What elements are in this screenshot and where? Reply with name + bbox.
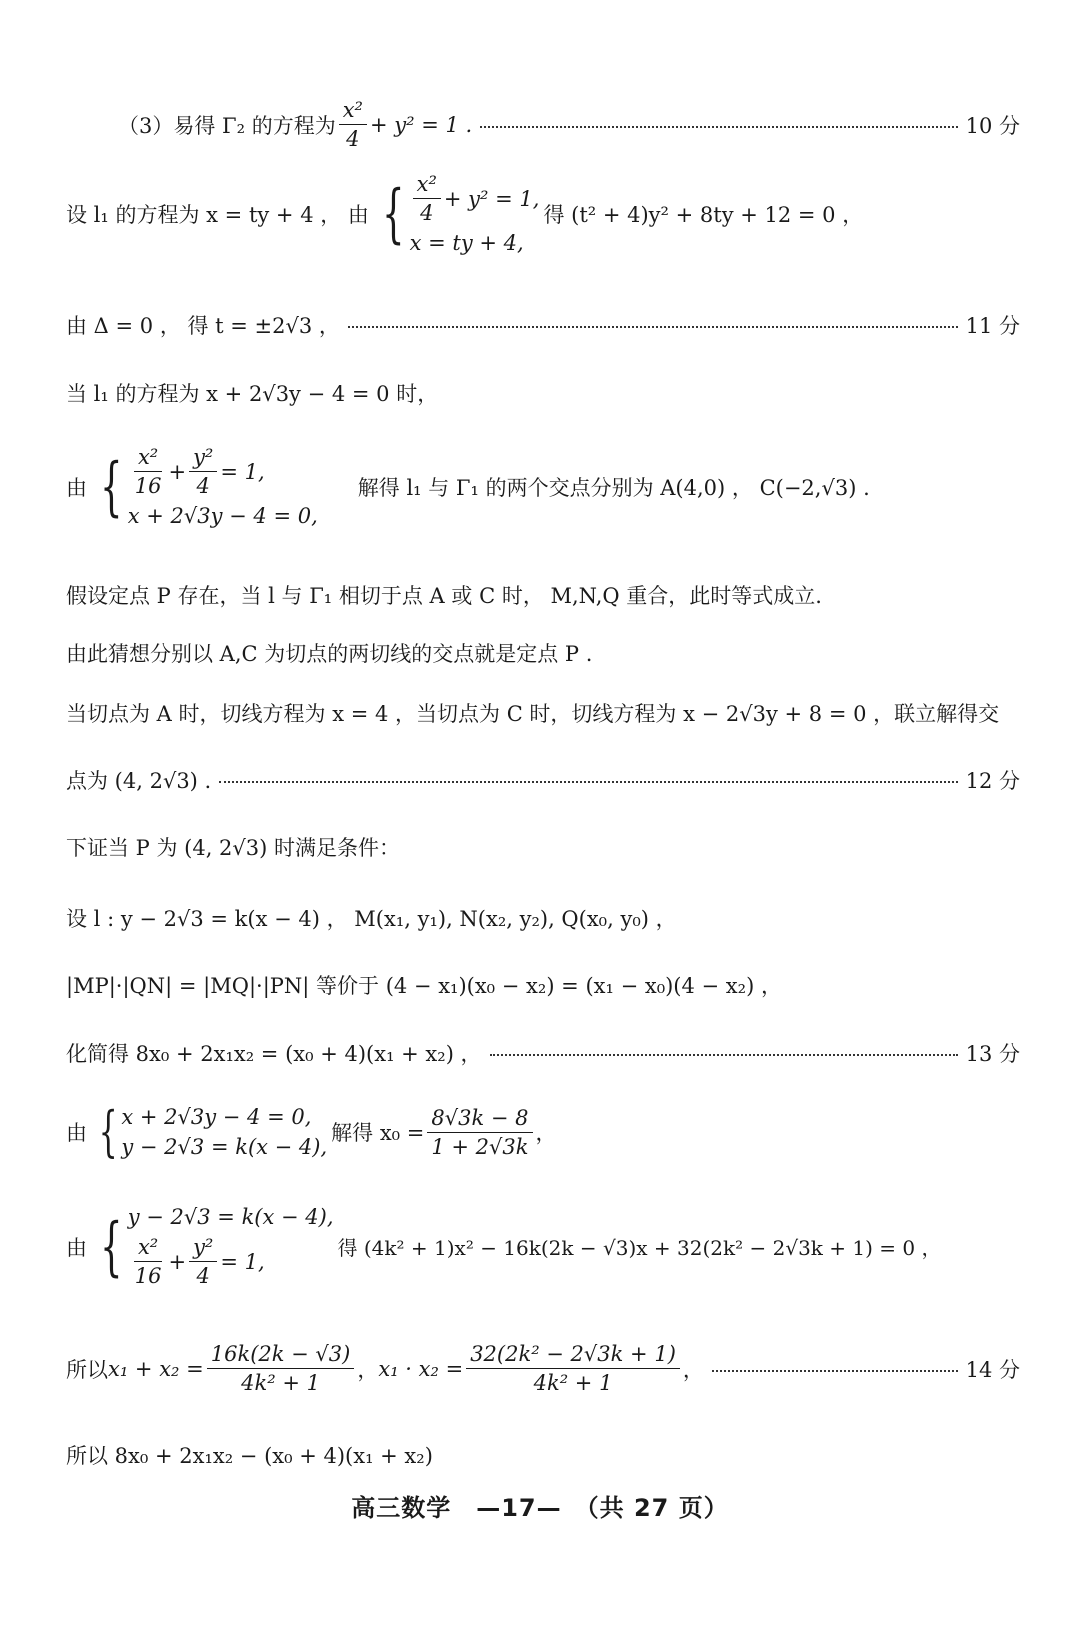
line-l1-equation-system: [66, 172, 1020, 255]
score-mark: 10 分: [965, 113, 1020, 138]
numerator: x²: [134, 445, 162, 472]
row-tail: = 1,: [220, 459, 265, 484]
equation-system: [91, 1205, 334, 1288]
plus-sign: +: [168, 459, 187, 484]
line-text: 当 l₁ 的方程为 x + 2√3y − 4 = 0 时，: [66, 382, 439, 406]
line-prove-condition: [66, 832, 1020, 862]
line-l1-case: [66, 378, 1020, 408]
line-text: 由: [66, 1235, 87, 1260]
row-tail: = 1,: [220, 1249, 265, 1274]
line-text: 当切点为 A 时，切线方程为 x = 4 ，当切点为 C 时，切线方程为 x − 2√3y + 8 = 0 ，联立解得交: [66, 702, 1000, 726]
denominator: 4: [196, 474, 210, 498]
score-mark: 11 分: [965, 314, 1020, 338]
system-row-2: x + 2√3y − 4 = 0,: [127, 504, 318, 528]
fraction: [339, 98, 367, 151]
line-line-l-setup: [66, 903, 1020, 933]
numerator: y²: [189, 445, 217, 472]
row-tail: + y² = 1,: [443, 186, 540, 211]
fraction: [427, 1106, 532, 1159]
left-brace: {: [100, 1209, 123, 1284]
line-text: 由此猜想分别以 A,C 为切点的两切线的交点就是定点 P .: [66, 642, 593, 666]
fraction: [466, 1342, 680, 1395]
denominator: 4: [346, 127, 360, 151]
numerator: 32(2k² − 2√3k + 1): [466, 1342, 680, 1369]
denominator: 4k² + 1: [533, 1371, 613, 1395]
line-part3-gamma2-equation: [118, 98, 1020, 151]
denominator: 16: [134, 1264, 162, 1288]
system-row-1: y − 2√3 = k(x − 4),: [127, 1205, 334, 1229]
line-text: 化简得 8x₀ + 2x₁x₂ = (x₀ + 4)(x₁ + x₂) ，: [66, 1042, 482, 1066]
line-discriminant: [66, 310, 1020, 340]
system-row-2: y − 2√3 = k(x − 4),: [121, 1135, 328, 1159]
line-text: 下证当 P 为 (4, 2√3) 时满足条件：: [66, 836, 401, 860]
line-text: 解得 x₀ =: [331, 1121, 425, 1145]
fraction: [131, 445, 166, 498]
dotted-leader: [480, 126, 957, 128]
vieta-product-lhs: x₁ · x₂ =: [378, 1356, 464, 1381]
line-text: 设 l : y − 2√3 = k(x − 4) ， M(x₁, y₁), N(x₂, y₂), Q(x₀, y₀) ，: [66, 907, 677, 931]
line-text: 假设定点 P 存在，当 l 与 Γ₁ 相切于点 A 或 C 时， M,N,Q 重合，此时等式成立.: [66, 584, 822, 608]
system-row-2: [128, 1235, 334, 1288]
denominator: 16: [134, 474, 162, 498]
dotted-leader: [712, 1370, 958, 1372]
line-text: 得 (4k² + 1)x² − 16k(2k − √3)x + 32(2k² − 2√3k + 1) = 0 ，: [337, 1236, 942, 1260]
line-text: 由: [66, 1121, 87, 1145]
numerator: x²: [339, 98, 367, 125]
line-therefore: [66, 1440, 1020, 1470]
plus-sign: +: [168, 1249, 187, 1274]
equation-system: [91, 1100, 328, 1163]
line-text: 点为 (4, 2√3) .: [66, 769, 212, 793]
denominator: 1 + 2√3k: [431, 1134, 529, 1159]
score-mark: 12 分: [965, 769, 1020, 793]
line-intersection-system: [66, 445, 1020, 528]
system-row-1: [128, 445, 318, 498]
denominator: 4k² + 1: [241, 1371, 320, 1395]
score-mark: 13 分: [965, 1042, 1020, 1066]
line-text: 所以 8x₀ + 2x₁x₂ − (x₀ + 4)(x₁ + x₂): [66, 1444, 433, 1468]
line-text: 由 Δ = 0 ， 得 t = ±2√3 ，: [66, 314, 340, 338]
line-simplify: [66, 1038, 1020, 1068]
dotted-leader: [219, 781, 957, 783]
fraction: [131, 1235, 166, 1288]
line-text: 得 (t² + 4)y² + 8ty + 12 = 0 ，: [543, 202, 864, 227]
numerator: x²: [413, 172, 441, 199]
line-text: |MP|·|QN| = |MQ|·|PN| 等价于 (4 − x₁)(x₀ − x₂) = (x₁ − x₀)(4 − x₂) ，: [66, 974, 782, 998]
line-text: 所以: [66, 1357, 108, 1382]
line-solve-x0: [66, 1100, 1020, 1163]
equation-system: [373, 172, 540, 255]
left-brace: {: [382, 176, 405, 251]
numerator: x²: [134, 1235, 162, 1262]
line-text: 解得 l₁ 与 Γ₁ 的两个交点分别为 A(4,0) ， C(−2,√3) .: [357, 475, 870, 500]
left-brace: {: [98, 1100, 118, 1163]
line-intersection-point: [66, 765, 1020, 795]
fraction: [189, 445, 217, 498]
line-text: ，: [535, 1121, 557, 1145]
fraction: [413, 172, 441, 225]
left-brace: {: [100, 449, 123, 524]
denominator: 4: [420, 201, 434, 225]
line-text: （3）易得 Γ₂ 的方程为: [118, 113, 336, 138]
line-assume-fixed-point: [66, 580, 1020, 610]
line-equivalence: [66, 970, 1020, 1000]
system-row-1: [410, 172, 540, 225]
equation-system: [91, 445, 318, 528]
equation-tail: + y² = 1 .: [369, 112, 473, 137]
line-text: 由: [66, 475, 87, 500]
vieta-sum-lhs: x₁ + x₂ =: [108, 1356, 204, 1381]
numerator: 16k(2k − √3): [207, 1342, 355, 1369]
line-tangent-lines: [66, 698, 1020, 728]
line-text: ，: [682, 1357, 704, 1382]
separator: ，: [357, 1357, 379, 1382]
system-row-2: x = ty + 4,: [409, 231, 524, 255]
dotted-leader: [490, 1054, 958, 1056]
line-text: 设 l₁ 的方程为 x = ty + 4 ， 由: [66, 202, 369, 227]
line-quadratic: [66, 1205, 1020, 1288]
numerator: 8√3k − 8: [427, 1106, 532, 1133]
fraction: [207, 1342, 355, 1395]
denominator: 4: [196, 1264, 210, 1288]
line-vieta: [66, 1342, 1020, 1395]
numerator: y²: [189, 1235, 217, 1262]
score-mark: 14 分: [965, 1357, 1020, 1382]
system-row-1: x + 2√3y − 4 = 0,: [121, 1105, 312, 1129]
page-footer: 高三数学 —17— （共 27 页）: [351, 1494, 729, 1522]
dotted-leader: [348, 326, 958, 328]
fraction: [189, 1235, 217, 1288]
line-conjecture: [66, 638, 1020, 668]
